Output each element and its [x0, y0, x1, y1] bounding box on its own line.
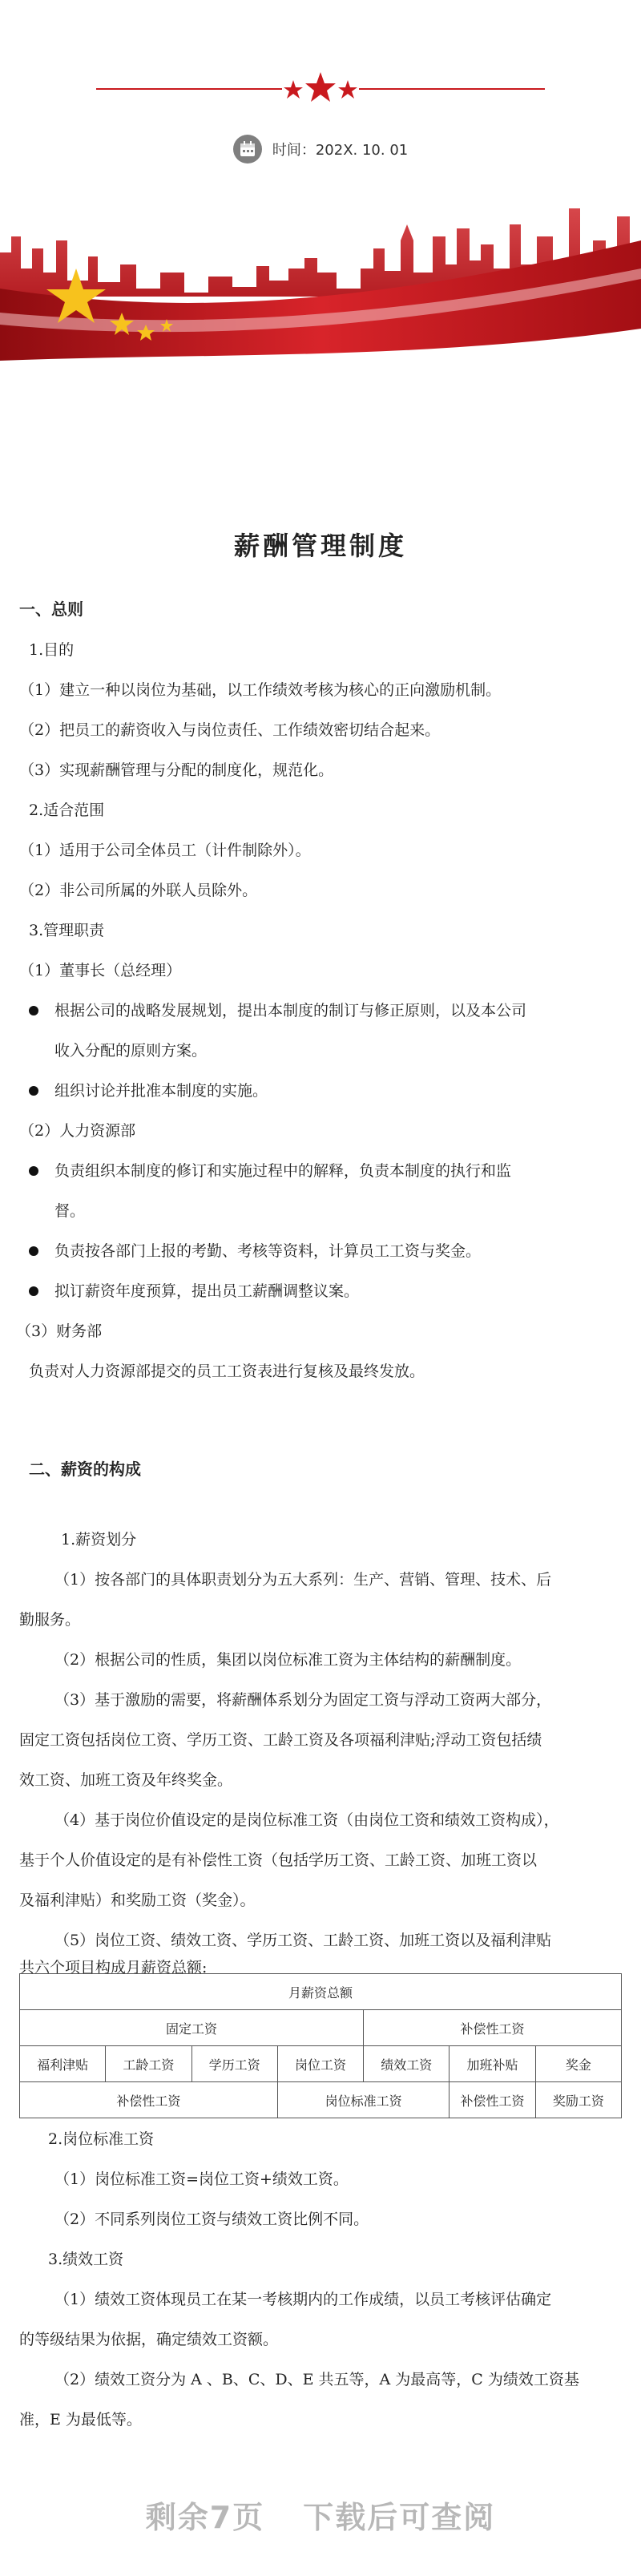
paragraph: （2）人力资源部: [19, 1122, 136, 1140]
paragraph: （3）财务部: [16, 1322, 103, 1340]
section-heading: 一、总则: [19, 600, 83, 619]
bullet-icon: [29, 1286, 38, 1296]
date-row: [0, 135, 641, 164]
subsection-heading: 3.管理职责: [29, 922, 105, 939]
paragraph: （4）基于岗位价值设定的是岗位标准工资（由岗位工资和绩效工资构成），: [54, 1811, 559, 1829]
table-cell: 奖金: [535, 2046, 621, 2082]
paragraph-continued: 准，E 为最低等。: [19, 2411, 142, 2429]
paragraph-continued: 效工资、加班工资及年终奖金。: [19, 1771, 233, 1789]
table-group-cell: 补偿性工资: [364, 2010, 622, 2046]
paragraph: （3）实现薪酬管理与分配的制度化，规范化。: [19, 761, 334, 779]
paragraph: （1）董事长（总经理）: [19, 962, 182, 979]
paragraph: （1）按各部门的具体职责划分为五大系列：生产、营销、管理、技术、后: [54, 1571, 552, 1589]
paragraph: （1）适用于公司全体员工（计件制除外）。: [19, 842, 311, 859]
document-title: 薪酬管理制度: [233, 531, 407, 561]
bullet-icon: [29, 1006, 38, 1015]
paragraph-continued: 的等级结果为依据，确定绩效工资额。: [19, 2331, 279, 2348]
table-cell: 奖励工资: [535, 2082, 621, 2118]
bullet-text: 拟订薪资年度预算，提出员工薪酬调整议案。: [54, 1282, 360, 1300]
table-group-cell: 固定工资: [20, 2010, 364, 2046]
bullet-text: 组织讨论并批准本制度的实施。: [54, 1082, 268, 1100]
table-cell: 补偿性工资: [20, 2082, 278, 2118]
bullet-text: 负责按各部门上报的考勤、考核等资料，计算员工工资与奖金。: [54, 1242, 482, 1260]
download-to-view-link[interactable]: 下载后可查阅: [303, 2500, 496, 2535]
table-cell: 福利津贴: [20, 2046, 106, 2082]
subsection-heading: 2.岗位标准工资: [48, 2130, 155, 2148]
table-row: [20, 1974, 622, 2010]
subsection-heading: 1.薪资划分: [61, 1531, 137, 1548]
calendar-icon: [233, 135, 262, 164]
bullet-text: 根据公司的战略发展规划，提出本制度的制订与修正原则，以及本公司: [54, 1002, 527, 1019]
table-cell: 岗位工资: [277, 2046, 363, 2082]
subsection-heading: 3.绩效工资: [48, 2251, 124, 2268]
table-cell: 绩效工资: [364, 2046, 450, 2082]
bullet-text: 负责组织本制度的修订和实施过程中的解释，负责本制度的执行和监: [54, 1162, 512, 1180]
paragraph: （2）非公司所属的外联人员除外。: [19, 882, 258, 899]
bullet-icon: [29, 1086, 38, 1096]
bullet-icon: [29, 1246, 38, 1256]
paragraph-continued: 固定工资包括岗位工资、学历工资、工龄工资及各项福利津贴;浮动工资包括绩: [19, 1731, 542, 1749]
paragraph: 负责对人力资源部提交的员工工资表进行复核及最终发放。: [29, 1363, 425, 1380]
bullet-text-continued: 督。: [54, 1202, 86, 1220]
paragraph: （1）岗位标准工资=岗位工资+绩效工资。: [54, 2170, 349, 2188]
section-heading: 二、薪资的构成: [29, 1460, 141, 1479]
header-rule-right: [359, 88, 545, 90]
paragraph-continued: 基于个人价值设定的是有补偿性工资（包括学历工资、工龄工资、加班工资以: [19, 1851, 538, 1869]
salary-structure-table: [19, 1973, 622, 2118]
header-rule-left: [96, 88, 282, 90]
remaining-pages-label: 剩余7页: [145, 2500, 265, 2535]
table-row: [20, 2010, 622, 2046]
table-row: [20, 2046, 622, 2082]
subsection-heading: 2.适合范围: [29, 801, 105, 819]
table-cell: 补偿性工资: [450, 2082, 535, 2118]
paragraph-continued: 及福利津贴）和奖励工资（奖金）。: [19, 1892, 256, 1909]
date-label: 时间：202X. 10. 01: [272, 142, 409, 159]
table-cell: 岗位标准工资: [277, 2082, 450, 2118]
paragraph: （2）绩效工资分为 A 、B、C、D、E 共五等，A 为最高等，C 为绩效工资基: [54, 2371, 579, 2388]
paragraph: （2）根据公司的性质，集团以岗位标准工资为主体结构的薪酬制度。: [54, 1651, 522, 1669]
paragraph: （1）绩效工资体现员工在某一考核期内的工作成绩，以员工考核评估确定: [54, 2291, 552, 2308]
table-cell: 工龄工资: [106, 2046, 191, 2082]
header-banner: [0, 0, 641, 369]
table-cell: 加班补贴: [450, 2046, 535, 2082]
paragraph: （3）基于激励的需要，将薪酬体系划分为固定工资与浮动工资两大部分，: [54, 1691, 552, 1709]
city-skyline-banner: [0, 192, 641, 369]
paragraph: （2）不同系列岗位工资与绩效工资比例不同。: [54, 2211, 369, 2228]
paragraph: （1）建立一种以岗位为基础，以工作绩效考核为核心的正向激励机制。: [19, 681, 502, 699]
paragraph: （5）岗位工资、绩效工资、学历工资、工龄工资、加班工资以及福利津贴: [54, 1932, 552, 1949]
paragraph-continued: 共六个项目构成月薪资总额:: [19, 1959, 208, 1976]
subsection-heading: 1.目的: [29, 641, 75, 659]
table-cell: 学历工资: [191, 2046, 277, 2082]
header-stars-icon: [282, 72, 359, 107]
table-row: [20, 2082, 622, 2118]
bullet-text-continued: 收入分配的原则方案。: [54, 1042, 208, 1060]
paragraph-continued: 勤服务。: [19, 1611, 81, 1629]
paragraph: （2）把员工的薪资收入与岗位责任、工作绩效密切结合起来。: [19, 721, 441, 739]
table-header-cell: 月薪资总额: [20, 1974, 622, 2010]
bullet-icon: [29, 1166, 38, 1176]
download-prompt[interactable]: [0, 2493, 641, 2537]
